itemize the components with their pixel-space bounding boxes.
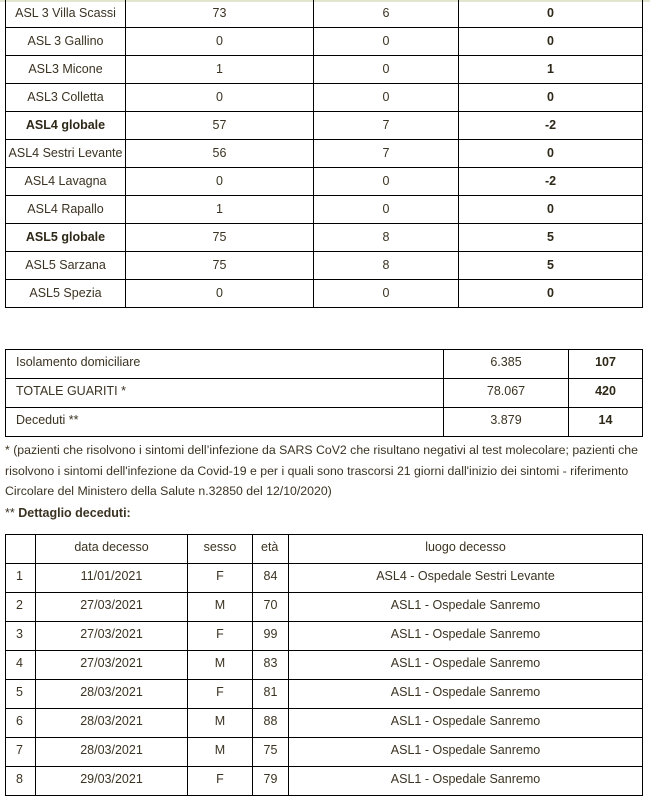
table-row [6, 767, 643, 796]
row-index: 7 [6, 738, 36, 767]
value-cell: 57 [126, 112, 314, 140]
delta-cell: -2 [459, 168, 643, 196]
table-row [6, 379, 643, 408]
table-row [6, 252, 643, 280]
table-row [6, 112, 643, 140]
table-row [6, 168, 643, 196]
delta-cell: 0 [459, 0, 643, 28]
table-row [6, 622, 643, 651]
row-index: 4 [6, 651, 36, 680]
value-cell: 0 [314, 168, 459, 196]
delta-cell: 5 [459, 252, 643, 280]
death-date: 28/03/2021 [36, 709, 188, 738]
delta-cell: 0 [459, 280, 643, 308]
hospital-name: ASL4 Lavagna [6, 168, 126, 196]
table-row [6, 224, 643, 252]
col-header-sex: sesso [188, 535, 253, 564]
sex: M [188, 709, 253, 738]
value-cell: 6 [314, 0, 459, 28]
hospital-name: ASL5 Spezia [6, 280, 126, 308]
table-row [6, 56, 643, 84]
hospital-name: ASL5 Sarzana [6, 252, 126, 280]
row-index: 8 [6, 767, 36, 796]
age: 79 [253, 767, 289, 796]
totals-table [5, 349, 643, 437]
value-cell: 0 [126, 84, 314, 112]
delta-cell: -2 [459, 112, 643, 140]
col-header-date: data decesso [36, 535, 188, 564]
row-index: 5 [6, 680, 36, 709]
table-row [6, 140, 643, 168]
row-index: 3 [6, 622, 36, 651]
death-date: 28/03/2021 [36, 680, 188, 709]
value-cell: 8 [314, 224, 459, 252]
table-row [6, 564, 643, 593]
col-header-age: età [253, 535, 289, 564]
table-row [6, 280, 643, 308]
total-value: 78.067 [444, 379, 569, 408]
hospital-name: ASL3 Colletta [6, 84, 126, 112]
hospital-name: ASL4 Rapallo [6, 196, 126, 224]
row-index: 6 [6, 709, 36, 738]
death-date: 27/03/2021 [36, 593, 188, 622]
table-row [6, 738, 643, 767]
row-index: 2 [6, 593, 36, 622]
table-header-row [6, 535, 643, 564]
sex: M [188, 738, 253, 767]
sex: F [188, 680, 253, 709]
value-cell: 0 [314, 56, 459, 84]
col-header-index [6, 535, 36, 564]
delta-cell: 0 [459, 140, 643, 168]
delta-cell: 5 [459, 224, 643, 252]
table-row [6, 408, 643, 437]
place: ASL1 - Ospedale Sanremo [289, 767, 643, 796]
value-cell: 0 [314, 84, 459, 112]
table-row [6, 350, 643, 379]
value-cell: 1 [126, 56, 314, 84]
sex: M [188, 651, 253, 680]
value-cell: 0 [314, 28, 459, 56]
age: 81 [253, 680, 289, 709]
sex: F [188, 622, 253, 651]
age: 84 [253, 564, 289, 593]
hospital-table [5, 0, 643, 308]
table-row [6, 709, 643, 738]
place: ASL1 - Ospedale Sanremo [289, 680, 643, 709]
value-cell: 7 [314, 112, 459, 140]
total-label: Isolamento domiciliare [6, 350, 444, 379]
value-cell: 75 [126, 224, 314, 252]
footnote: * (pazienti che risolvono i sintomi dell’infezione da SARS CoV2 che risultano negativi al test molecolare; pazienti che risolvono i sintomi dell'infezione da Covid-19 e per i quali sono trascorsi 21 giorni dall'inizio dei sintomi - riferimento Circolare del Ministero della Salute n.32850 del 12/10/2020) [5, 443, 638, 498]
place: ASL1 - Ospedale Sanremo [289, 622, 643, 651]
hospital-name: ASL 3 Gallino [6, 28, 126, 56]
total-value: 3.879 [444, 408, 569, 437]
delta-cell: 0 [459, 28, 643, 56]
death-date: 27/03/2021 [36, 622, 188, 651]
value-cell: 56 [126, 140, 314, 168]
value-cell: 7 [314, 140, 459, 168]
deaths-table [5, 534, 643, 796]
value-cell: 0 [314, 196, 459, 224]
hospital-name: ASL 3 Villa Scassi [6, 0, 126, 28]
value-cell: 75 [126, 252, 314, 280]
table-row [6, 84, 643, 112]
detail-title: Dettaglio deceduti: [18, 506, 131, 520]
total-value: 6.385 [444, 350, 569, 379]
place: ASL4 - Ospedale Sestri Levante [289, 564, 643, 593]
total-delta: 107 [569, 350, 643, 379]
total-label: Deceduti ** [6, 408, 444, 437]
table-row [6, 28, 643, 56]
detail-heading [5, 506, 131, 520]
death-date: 28/03/2021 [36, 738, 188, 767]
table-row [6, 196, 643, 224]
delta-cell: 0 [459, 196, 643, 224]
table-row [6, 593, 643, 622]
row-index: 1 [6, 564, 36, 593]
hospital-name: ASL5 globale [6, 224, 126, 252]
sex: M [188, 593, 253, 622]
death-date: 29/03/2021 [36, 767, 188, 796]
table-row [6, 680, 643, 709]
age: 99 [253, 622, 289, 651]
col-header-place: luogo decesso [289, 535, 643, 564]
value-cell: 1 [126, 196, 314, 224]
sex: F [188, 767, 253, 796]
place: ASL1 - Ospedale Sanremo [289, 709, 643, 738]
value-cell: 0 [126, 168, 314, 196]
value-cell: 0 [126, 28, 314, 56]
delta-cell: 1 [459, 56, 643, 84]
age: 88 [253, 709, 289, 738]
age: 75 [253, 738, 289, 767]
age: 70 [253, 593, 289, 622]
table-row [6, 651, 643, 680]
value-cell: 73 [126, 0, 314, 28]
death-date: 27/03/2021 [36, 651, 188, 680]
total-label: TOTALE GUARITI * [6, 379, 444, 408]
total-delta: 14 [569, 408, 643, 437]
value-cell: 0 [126, 280, 314, 308]
hospital-name: ASL4 globale [6, 112, 126, 140]
total-delta: 420 [569, 379, 643, 408]
hospital-name: ASL4 Sestri Levante [6, 140, 126, 168]
death-date: 11/01/2021 [36, 564, 188, 593]
sex: F [188, 564, 253, 593]
place: ASL1 - Ospedale Sanremo [289, 738, 643, 767]
value-cell: 8 [314, 252, 459, 280]
place: ASL1 - Ospedale Sanremo [289, 651, 643, 680]
hospital-name: ASL3 Micone [6, 56, 126, 84]
delta-cell: 0 [459, 84, 643, 112]
value-cell: 0 [314, 280, 459, 308]
place: ASL1 - Ospedale Sanremo [289, 593, 643, 622]
age: 83 [253, 651, 289, 680]
detail-stars: ** [5, 506, 15, 520]
table-row [6, 0, 643, 28]
